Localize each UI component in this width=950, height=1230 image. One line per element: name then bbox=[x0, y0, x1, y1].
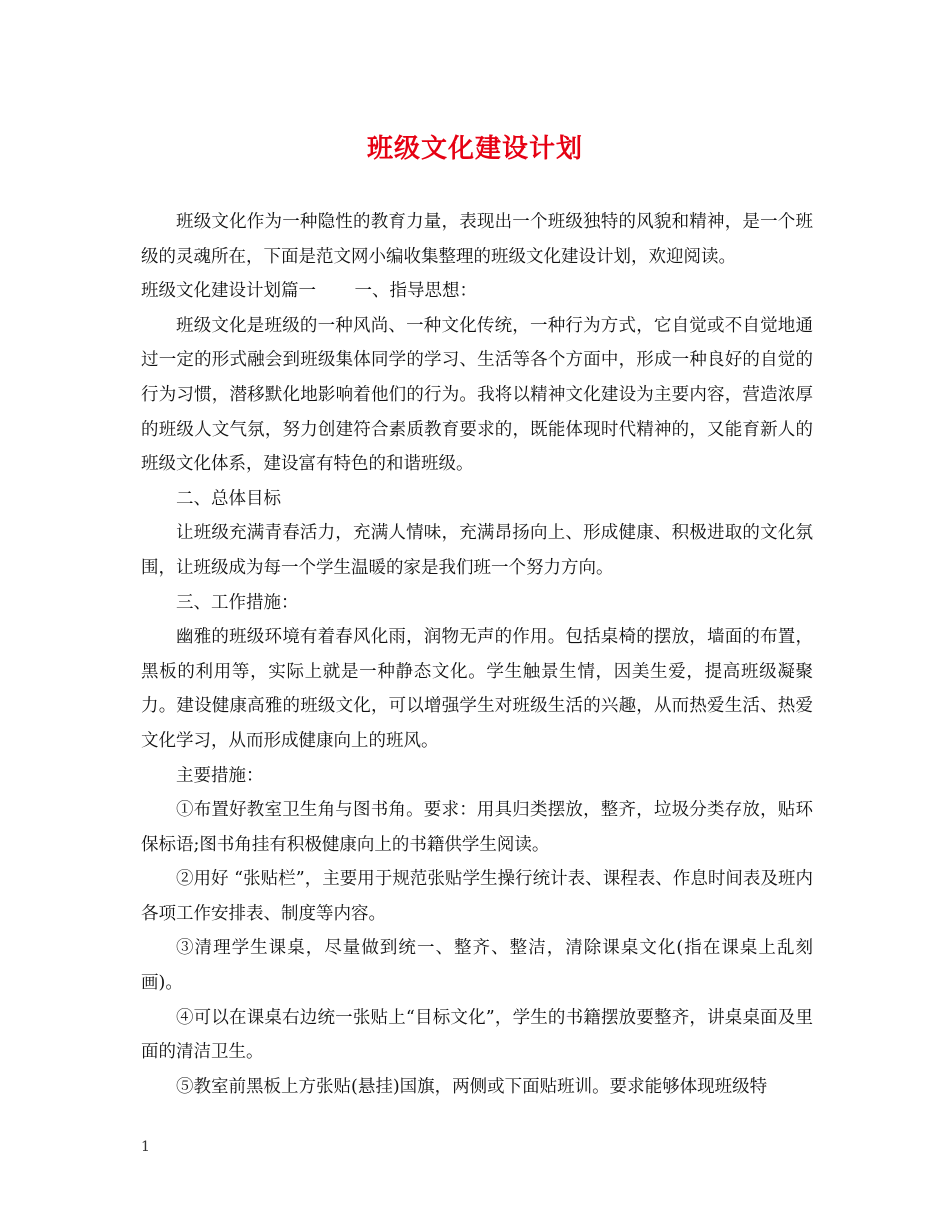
section1-heading: 一、指导思想： bbox=[354, 281, 477, 302]
section2-body: 让班级充满青春活力，充满人情味，充满昂扬向上、形成健康、积极进取的文化氛围，让班级成为每一个学生温暖的家是我们班一个努力方向。 bbox=[141, 523, 813, 578]
section3-body: 幽雅的班级环境有着春风化雨，润物无声的作用。包括桌椅的摆放，墙面的布置，黑板的利用等，实际上就是一种静态文化。学生触景生情，因美生爱，提高班级凝聚力。建设健康高雅的班级文化，可以增强学生对班级生活的兴趣，从而热爱生活、热爱文化学习，从而形成健康向上的班风。 bbox=[141, 627, 813, 751]
measure-item: ④可以在课桌右边统一张贴上“目标文化”，学生的书籍摆放要整齐，讲桌桌面及里面的清洁卫生。 bbox=[141, 1007, 813, 1063]
measure-item: ③清理学生课桌，尽量做到统一、整齐、整洁，清除课桌文化(指在课桌上乱刻画)。 bbox=[141, 938, 813, 994]
part-label: 班级文化建设计划篇一 bbox=[141, 281, 316, 302]
page-number: 1 bbox=[141, 1139, 150, 1155]
section3-heading: 三、工作措施： bbox=[176, 592, 299, 613]
measure-item: ②用好 “张贴栏”，主要用于规范张贴学生操行统计表、课程表、作息时间表及班内各项工作安排表、制度等内容。 bbox=[141, 869, 813, 924]
document-body bbox=[141, 205, 813, 1104]
measure-item: ①布置好教室卫生角与图书角。要求：用具归类摆放，整齐，垃圾分类存放，贴环保标语;图书角挂有积极健康向上的书籍供学生阅读。 bbox=[141, 800, 813, 855]
document-title: 班级文化建设计划 bbox=[366, 134, 583, 164]
section2-heading: 二、总体目标 bbox=[176, 488, 281, 509]
part-heading-line bbox=[141, 274, 813, 309]
section1-body: 班级文化是班级的一种风尚、一种文化传统，一种行为方式，它自觉或不自觉地通过一定的形式融会到班级集体同学的学习、生活等各个方面中，形成一种良好的自觉的行为习惯，潜移默化地影响着他们的行为。我将以精神文化建设为主要内容，营造浓厚的班级人文气氛，努力创建符合素质教育要求的，既能体现时代精神的，又能育新人的班级文化体系，建设富有特色的和谐班级。 bbox=[141, 315, 813, 475]
intro-paragraph: 班级文化作为一种隐性的教育力量，表现出一个班级独特的风貌和精神，是一个班级的灵魂所在，下面是范文网小编收集整理的班级文化建设计划，欢迎阅读。 bbox=[141, 212, 813, 267]
measure-item: ⑤教室前黑板上方张贴(悬挂)国旗，两侧或下面贴班训。要求能够体现班级特 bbox=[176, 1076, 768, 1097]
measures-heading: 主要措施： bbox=[176, 765, 264, 786]
